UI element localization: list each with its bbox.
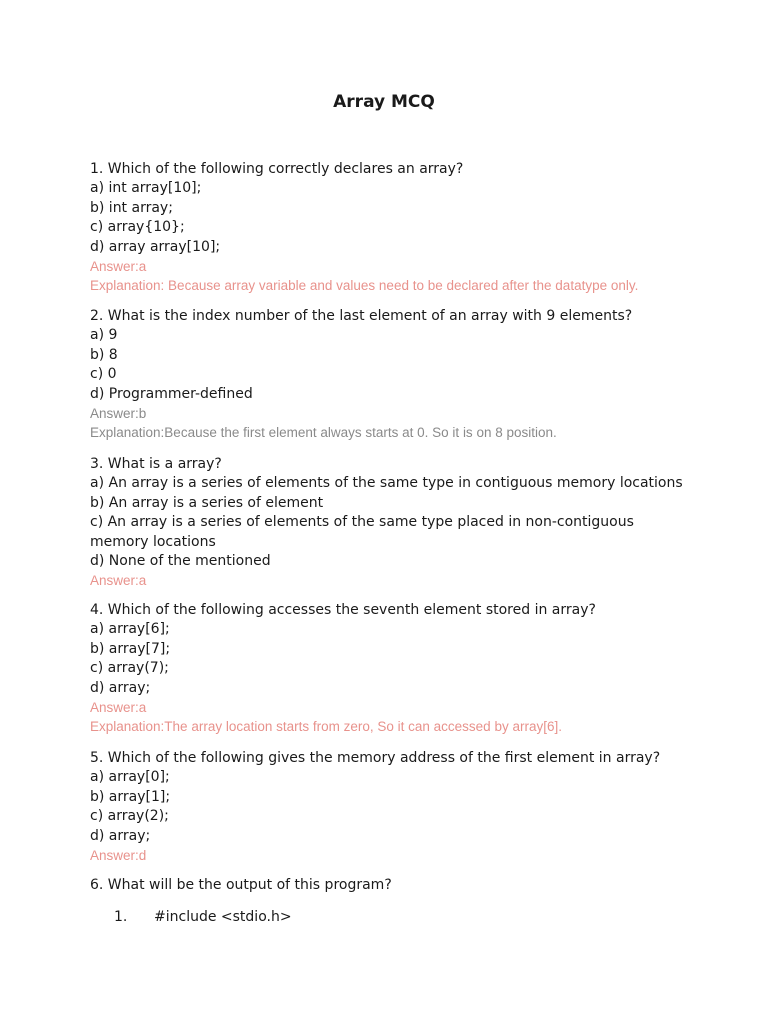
code-line-number: 1. bbox=[114, 909, 128, 925]
option: a) 9 bbox=[90, 327, 118, 344]
question-text: 5. Which of the following gives the memory address of the first element in array? bbox=[90, 750, 661, 766]
code-listing bbox=[114, 908, 292, 927]
option: c) 0 bbox=[90, 366, 117, 383]
answer-text: Answer:b bbox=[90, 406, 147, 422]
option: b) array[1]; bbox=[90, 788, 171, 805]
explanation-text: Explanation:The array location starts from zero, So it can accessed by array[6]. bbox=[90, 719, 562, 735]
question-block bbox=[90, 307, 730, 443]
question-text: 3. What is a array? bbox=[90, 456, 222, 472]
answer-text: Answer:a bbox=[90, 573, 147, 589]
option: b) int array; bbox=[90, 199, 173, 216]
option: d) Programmer-defined bbox=[90, 385, 253, 402]
question-block bbox=[90, 455, 730, 591]
page-title: Array MCQ bbox=[333, 92, 435, 112]
question-text: 4. Which of the following accesses the seventh element stored in array? bbox=[90, 602, 596, 618]
question-text: 6. What will be the output of this program? bbox=[90, 877, 392, 893]
option: c) array(2); bbox=[90, 808, 169, 825]
option: a) array[0]; bbox=[90, 769, 170, 786]
answer-text: Answer:d bbox=[90, 848, 147, 864]
explanation-text: Explanation: Because array variable and values need to be declared after the datatype only. bbox=[90, 278, 639, 294]
option: d) array; bbox=[90, 827, 151, 844]
option: c) array(7); bbox=[90, 660, 169, 677]
option: a) An array is a series of elements of the same type in contiguous memory locations bbox=[90, 475, 683, 492]
option: b) An array is a series of element bbox=[90, 494, 324, 511]
option: a) int array[10]; bbox=[90, 180, 202, 197]
option: c) array{10}; bbox=[90, 219, 185, 236]
answer-text: Answer:a bbox=[90, 259, 147, 275]
explanation-text: Explanation:Because the first element always starts at 0. So it is on 8 position. bbox=[90, 425, 557, 441]
answer-text: Answer:a bbox=[90, 700, 147, 716]
option: b) array[7]; bbox=[90, 640, 171, 657]
option: d) array; bbox=[90, 679, 151, 696]
option: c) An array is a series of elements of the same type placed in non-contiguous memory locations bbox=[90, 514, 634, 550]
question-text: 1. Which of the following correctly declares an array? bbox=[90, 161, 464, 177]
question-block bbox=[90, 601, 730, 737]
question-text: 2. What is the index number of the last element of an array with 9 elements? bbox=[90, 308, 633, 324]
question-block bbox=[90, 876, 730, 895]
option: d) None of the mentioned bbox=[90, 553, 271, 570]
option: b) 8 bbox=[90, 346, 118, 363]
option: a) array[6]; bbox=[90, 621, 170, 638]
question-block bbox=[90, 160, 730, 296]
option: d) array array[10]; bbox=[90, 238, 221, 255]
code-line-text: #include <stdio.h> bbox=[154, 909, 292, 925]
question-block bbox=[90, 749, 730, 865]
